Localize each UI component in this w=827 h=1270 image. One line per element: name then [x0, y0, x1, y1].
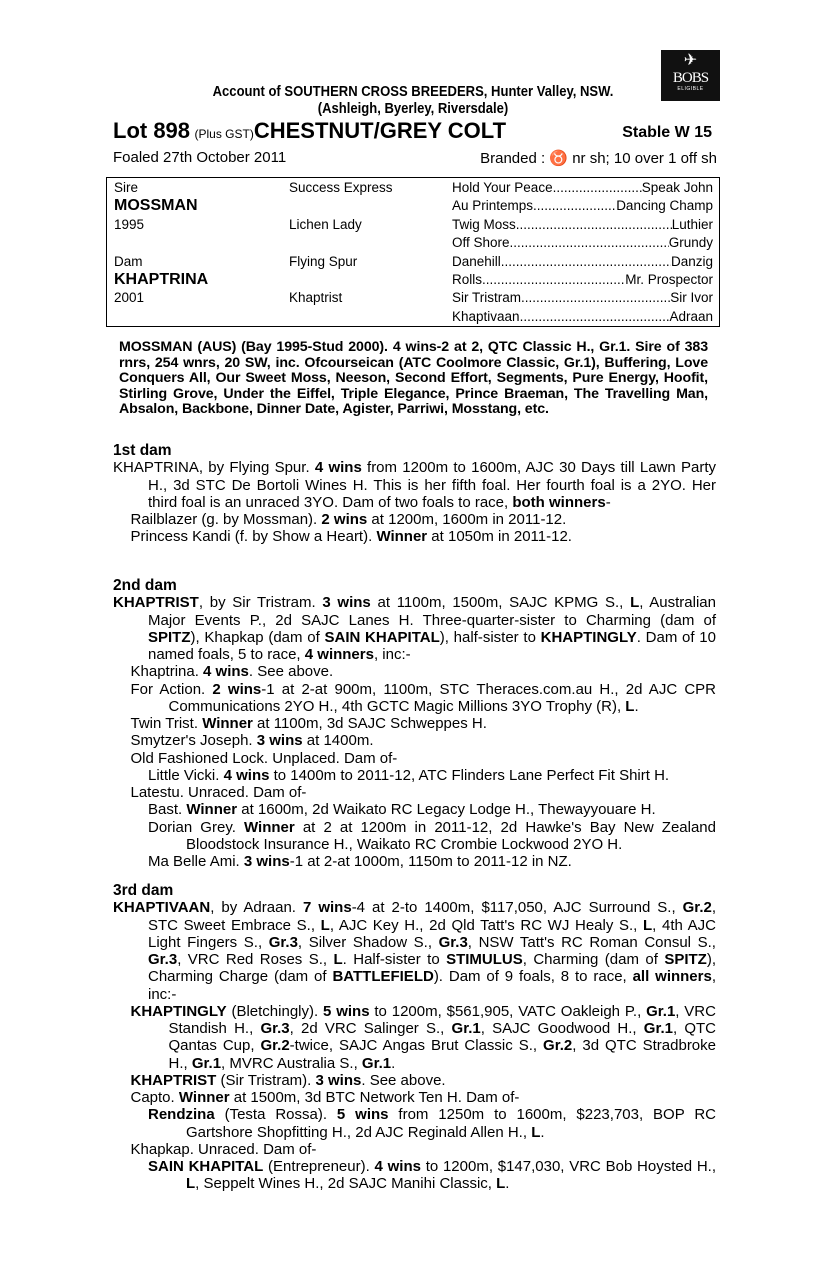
text-run: -1 at 2-at 900m, 1100m, STC Theraces.com.au H., 2d AJC CPR Communications 2YO H., 4th GCTC Magic Millions 3YO Trophy (R), [168, 680, 716, 715]
text-run: , inc:- [373, 646, 411, 663]
text-run: at 1400m. [302, 732, 374, 750]
text-run: (Testa Rossa). [214, 1106, 337, 1124]
text-run: Dorian Grey. [148, 818, 244, 836]
bold-run: 4 wins [203, 663, 249, 681]
pedigree-col2: Flying Spur [289, 253, 358, 269]
text-run: -twice, SAJC Angas Brut Classic S., [289, 1037, 544, 1055]
bold-run: 4 winners [304, 646, 374, 663]
grandsire-name: Danehill [452, 253, 501, 269]
pedigree-col3 [452, 253, 713, 271]
text-run: from 1200m to 1600m, AJC 30 Days till Lawn Party H., 3d STC De Bortoli Wines H. This is her fifth foal. Her fourth foal is a 2YO. Her third foal is an unraced 3YO. Dam of two foals to race, [148, 459, 716, 511]
bold-run: Gr.1 [646, 1002, 676, 1020]
bold-run: Gr.3 [438, 933, 468, 951]
text-run: , MVRC Australia S., [221, 1054, 362, 1072]
section-1st-dam [113, 442, 716, 546]
bold-run: L [333, 951, 343, 968]
text-run: from 1250m to 1600m, $223,703, BOP RC Gartshore Shopfitting H., 2d AJC Reginald Allen H., [186, 1106, 717, 1141]
text-run: , Charming (dam of [522, 951, 665, 968]
pedigree-entry [113, 681, 716, 716]
lot-description: CHESTNUT/GREY COLT [253, 118, 507, 143]
bold-run: 2 wins [321, 511, 368, 528]
pedigree-entry [113, 1072, 716, 1089]
bold-run: Gr.3 [148, 951, 178, 968]
text-run: , by Sir Tristram. [198, 594, 323, 612]
text-run: Little Vicki. [148, 766, 224, 784]
bold-run: KHAPTINGLY [130, 1002, 227, 1020]
section-heading: 2nd dam [113, 577, 177, 594]
text-run: Old Fashioned Lock. Unplaced. Dam of- [130, 749, 398, 767]
bold-run: 5 wins [336, 1106, 389, 1124]
stable-number: Stable W 15 [622, 124, 712, 141]
text-run: Twin Trist. [130, 715, 203, 732]
text-run: at 1100m, 3d SAJC Schweppes H. [252, 715, 487, 732]
text-run: , STC Sweet Embrace S., [148, 899, 716, 934]
section-2nd-dam [113, 577, 716, 870]
bold-run: SPITZ [148, 628, 191, 646]
leader-dots [520, 308, 670, 326]
bold-run: SAIN KHAPITAL [324, 628, 440, 646]
bold-run: Gr.2 [260, 1037, 290, 1055]
bold-run: Rendzina [148, 1106, 215, 1124]
vendor-account: Account of SOUTHERN CROSS BREEDERS, Hunter Valley, NSW. [212, 84, 614, 100]
text-run: , 4th AJC Light Fingers S., [148, 916, 716, 951]
text-run: ). Dam of 9 foals, 8 to race, [433, 968, 633, 986]
bold-run: KHAPTRIST [130, 1071, 217, 1089]
pedigree-col1: KHAPTRINA [114, 271, 209, 288]
text-run: , Silver Shadow S., [297, 933, 439, 951]
bold-run: Gr.3 [268, 933, 298, 951]
bold-run: 3 wins [243, 853, 290, 870]
text-run: at 1050m in 2011-12. [427, 528, 572, 546]
pedigree-table [106, 177, 720, 327]
text-run: . See above. [248, 663, 334, 681]
pedigree-col2: Khaptrist [289, 290, 343, 306]
grandsire-name: Au Printemps [452, 198, 534, 214]
pedigree-entry [113, 1089, 716, 1106]
text-run: . [540, 1123, 545, 1141]
pedigree-entry [113, 767, 716, 784]
bold-run: Gr.2 [682, 899, 712, 917]
text-run: , SAJC Goodwood H., [480, 1020, 644, 1037]
bold-run: STIMULUS [446, 951, 523, 968]
branded-label: Branded : [480, 150, 546, 167]
leader-dots [521, 289, 670, 307]
text-run: , Seppelt Wines H., 2d SAJC Manihi Classic, [195, 1175, 497, 1193]
text-run: -1 at 2-at 1000m, 1150m to 2011-12 in NZ. [289, 853, 572, 870]
pedigree-col3 [452, 271, 713, 289]
bold-run: Gr.1 [643, 1020, 673, 1037]
bold-run: Gr.3 [260, 1020, 290, 1037]
bold-run: 3 wins [322, 594, 371, 612]
text-run: . Dam of 10 named foals, 5 to race, [148, 628, 716, 663]
text-run: , VRC Red Roses S., [177, 951, 334, 968]
horse-icon: ✈ [683, 52, 698, 69]
bold-run: Gr.1 [361, 1054, 392, 1072]
text-run: , QTC Qantas Cup, [168, 1020, 717, 1055]
bold-run: KHAPTINGLY [540, 628, 637, 646]
bold-run: L [630, 594, 640, 612]
bold-run: 4 wins [314, 459, 362, 477]
vendor-properties: (Ashleigh, Byerley, Riversdale) [317, 101, 509, 117]
bold-run: 4 wins [223, 766, 270, 784]
leader-dots [501, 253, 671, 271]
text-run: at 2 at 1200m in 2011-12, 2d Hawke's Bay New Zealand Bloodstock Insurance H., Waikato RC Crombie Lockwood 2YO H. [186, 818, 716, 853]
pedigree-col3 [452, 234, 713, 252]
pedigree-row [107, 216, 719, 234]
pedigree-entry [113, 750, 716, 767]
bold-run: all winners [632, 968, 712, 986]
text-run: to 1200m, $561,905, VATC Oakleigh P., [369, 1002, 647, 1020]
text-run: For Action. [130, 680, 213, 698]
text-run: - [605, 493, 611, 511]
pedigree-entry [113, 715, 716, 732]
bold-run: 2 wins [212, 680, 262, 698]
pedigree-col3 [452, 197, 713, 215]
text-run: , 2d VRC Salinger S., [289, 1020, 452, 1037]
text-run: at 1500m, 3d BTC Network Ten H. Dam of- [229, 1089, 520, 1106]
pedigree-col2: Lichen Lady [289, 216, 362, 232]
leader-dots [510, 234, 669, 252]
great-grandsire-name: Luthier [671, 216, 713, 232]
pedigree-col3 [452, 308, 713, 326]
text-run: , inc:- [148, 968, 717, 1003]
pedigree-row [107, 253, 719, 271]
pedigree-entry [113, 511, 716, 528]
pedigree-col2: Success Express [289, 180, 393, 195]
bold-run: L [625, 697, 635, 715]
bold-run: SPITZ [664, 951, 707, 968]
text-run: (Bletchingly). [226, 1002, 324, 1020]
bold-run: L [186, 1175, 196, 1193]
great-grandsire-name: Danzig [670, 253, 713, 269]
text-run: at 1200m, 1600m in 2011-12. [367, 511, 567, 528]
bold-run: both winners [512, 493, 606, 511]
bold-run: Winner [376, 528, 428, 546]
gst-note: (Plus GST) [194, 127, 254, 141]
pedigree-entry [113, 1003, 716, 1072]
great-grandsire-name: Dancing Champ [616, 198, 713, 214]
bold-run: 4 wins [374, 1158, 421, 1175]
bold-run: 5 wins [323, 1002, 370, 1020]
leader-dots [533, 197, 616, 215]
bold-run: Winner [178, 1089, 230, 1106]
pedigree-col3 [452, 289, 713, 307]
bold-run: L [531, 1123, 541, 1141]
pedigree-col1: 2001 [114, 290, 145, 306]
section-3rd-dam [113, 882, 716, 1193]
bold-run: Winner [202, 715, 253, 732]
bold-run: Gr.1 [191, 1054, 222, 1072]
branded-text: nr sh; 10 over 1 off sh [572, 150, 717, 167]
pedigree-entry [113, 1106, 716, 1141]
great-grandsire-name: Sir Ivor [670, 290, 713, 306]
great-grandsire-name: Mr. Prospector [625, 272, 713, 287]
pedigree-entry [113, 459, 716, 511]
grandsire-name: Off Shore [452, 235, 510, 251]
bold-run: Gr.1 [451, 1020, 481, 1037]
text-run: at 1100m, 1500m, SAJC KPMG S., [370, 594, 631, 612]
pedigree-entry [113, 899, 716, 1003]
text-run: (Entrepreneur). [263, 1158, 375, 1175]
text-run: (Sir Tristram). [216, 1071, 316, 1089]
pedigree-entry [113, 819, 716, 854]
text-run: . [391, 1054, 396, 1072]
pedigree-entry [113, 663, 716, 680]
text-run: ), Khapkap (dam of [190, 628, 325, 646]
text-run: to 1400m to 2011-12, ATC Flinders Lane Perfect Fit Shirt H. [269, 766, 670, 784]
pedigree-col1: Dam [114, 253, 143, 269]
text-run: Smytzer's Joseph. [130, 732, 257, 750]
bold-run: KHAPTIVAAN [113, 899, 211, 917]
text-run: , Australian Major Events P., 2d SAJC Lanes H. Three-quarter-sister to Charming (dam of [148, 594, 716, 629]
text-run: -4 at 2-to 1400m, $117,050, AJC Surround S., [351, 899, 683, 917]
pedigree-col1: Sire [114, 180, 139, 195]
bold-run: Gr.2 [543, 1037, 573, 1055]
great-grandsire-name: Adraan [669, 308, 713, 324]
bold-run: L [496, 1175, 506, 1193]
text-run: . [634, 697, 639, 715]
grandsire-name: Sir Tristram [452, 290, 521, 306]
bold-run: 3 wins [256, 732, 303, 750]
pedigree-entry [113, 784, 716, 801]
pedigree-col3 [452, 179, 713, 197]
section-heading: 3rd dam [113, 882, 174, 899]
text-run: to 1200m, $147,030, VRC Bob Hoysted H., [420, 1158, 716, 1175]
bold-run: Winner [244, 818, 295, 836]
pedigree-row [107, 197, 719, 215]
logo-sub: ELIGIBLE [677, 86, 704, 92]
text-run: Bast. [148, 801, 187, 819]
bold-run: L [320, 916, 330, 934]
grandsire-name: Hold Your Peace [452, 180, 553, 195]
grandsire-name: Twig Moss [452, 216, 516, 232]
foaled-date: Foaled 27th October 2011 [113, 149, 287, 166]
pedigree-entry [113, 1158, 716, 1193]
text-run: . Half-sister to [342, 951, 447, 968]
text-run: ), Charming Charge (dam of [148, 951, 716, 986]
text-run: Ma Belle Ami. [148, 853, 244, 870]
text-run: ), half-sister to [439, 628, 541, 646]
pedigree-entry [113, 732, 716, 749]
text-run: Khaptrina. [130, 663, 204, 681]
leader-dots [553, 179, 642, 197]
pedigree-row [107, 289, 719, 307]
text-run: , VRC Standish H., [168, 1002, 716, 1037]
bold-run: Winner [186, 801, 238, 819]
grandsire-name: Khaptivaan [452, 308, 520, 324]
text-run: , by Adraan. [210, 899, 303, 917]
pedigree-row [107, 308, 719, 326]
pedigree-row [107, 234, 719, 252]
pedigree-row [107, 179, 719, 197]
text-run: Princess Kandi (f. by Show a Heart). [130, 528, 377, 546]
text-run: , NSW Tatt's RC Roman Consul S., [467, 933, 716, 951]
great-grandsire-name: Grundy [668, 235, 713, 251]
pedigree-entry [113, 853, 716, 870]
bold-run: 7 wins [302, 899, 352, 917]
pedigree-row [107, 271, 719, 289]
grandsire-name: Rolls [452, 272, 483, 287]
text-run: . See above. [361, 1071, 446, 1089]
text-run: , AJC Key H., 2d Qld Tatt's RC WJ Healy S., [329, 916, 643, 934]
text-run: Capto. [130, 1089, 179, 1106]
text-run: Latestu. Unraced. Dam of- [130, 784, 307, 801]
bold-run: SAIN KHAPITAL [148, 1158, 264, 1175]
logo-name: BOBS [672, 70, 709, 86]
bold-run: L [642, 916, 653, 934]
pedigree-entry [113, 594, 716, 663]
pedigree-col1: MOSSMAN [114, 197, 198, 215]
leader-dots [482, 271, 625, 289]
pedigree-col1: 1995 [114, 216, 145, 232]
bold-run: 3 wins [315, 1071, 362, 1089]
lot-number: Lot 898 [113, 118, 191, 143]
pedigree-entry [113, 801, 716, 818]
great-grandsire-name: Speak John [641, 180, 713, 195]
section-heading: 1st dam [113, 442, 172, 459]
text-run: KHAPTRINA, by Flying Spur. [113, 459, 315, 477]
branded-info [480, 149, 717, 167]
pedigree-col3 [452, 216, 713, 234]
text-run: , 3d QTC Stradbroke H., [168, 1037, 716, 1072]
sire-summary: MOSSMAN (AUS) (Bay 1995-Stud 2000). 4 wins-2 at 2, QTC Classic H., Gr.1. Sire of 383 rnrs, 254 wnrs, 20 SW, inc. Ofcourseican (ATC Coolmore Classic, Gr.1), Buffering, Love Conquers All, Our Sweet Moss, Neeson, Second Effort, Segments, Pure Energy, Hoofit, Stirling Grove, Under the Eiffel, Triple Elegance, Prince Braeman, The Travelling Man, Absalon, Backbone, Dinner Date, Agister, Parriwi, Mosstang, etc. [119, 339, 708, 418]
bold-run: KHAPTRIST [113, 594, 199, 612]
pedigree-entry [113, 528, 716, 545]
lot-line [113, 118, 720, 146]
text-run: Railblazer (g. by Mossman). [130, 511, 322, 528]
text-run: Khapkap. Unraced. Dam of- [130, 1140, 317, 1158]
text-run: at 1600m, 2d Waikato RC Legacy Lodge H., Thewayyouare H. [237, 801, 656, 819]
brand-mark-icon: ♉ [549, 150, 569, 167]
pedigree-entry [113, 1141, 716, 1158]
bold-run: BATTLEFIELD [332, 968, 434, 986]
leader-dots [516, 216, 672, 234]
text-run: . [505, 1175, 510, 1193]
